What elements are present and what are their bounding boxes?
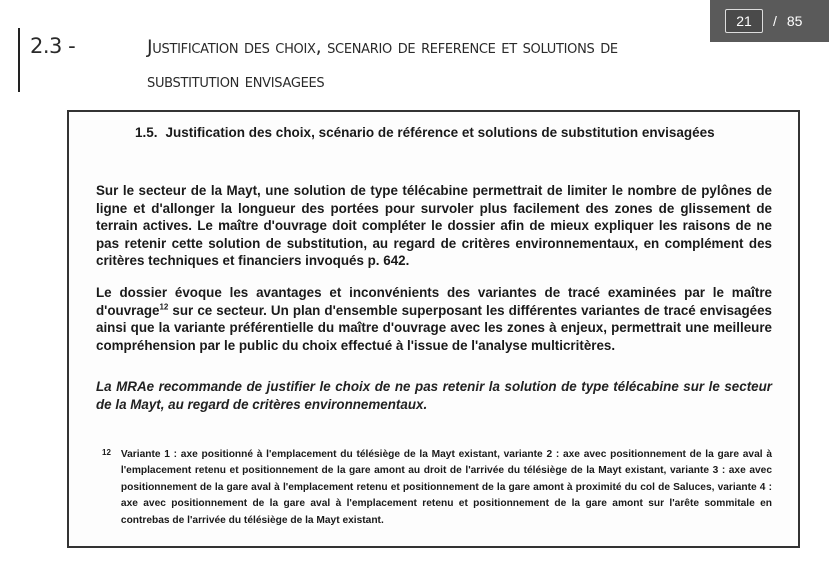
excerpt-heading-text: Justification des choix, scénario de référence et solutions de substitution envisagées xyxy=(165,125,715,140)
total-pages: 85 xyxy=(786,13,803,29)
current-page-field[interactable]: 21 xyxy=(725,9,763,33)
excerpt-heading-number: 1.5. xyxy=(135,125,158,140)
paragraph-variants xyxy=(96,284,772,354)
paragraph-variants-end: sur ce secteur. Un plan d'ensemble superposant les différentes variantes de tracé envisagées ainsi que la variante préférentielle du maître d'ouvrage avec les zones à enjeux, permettrait une meilleure compréhension par le public du choix effectué à l'issue de l'analyse multicritères. xyxy=(96,302,772,353)
page-indicator xyxy=(710,0,829,42)
paragraph-mayt-solution: Sur le secteur de la Mayt, une solution de type télécabine permettrait de limiter le nombre de pylônes de ligne et d'allonger la longueur des portées pour survoler plus facilement des zones de glissement de terrain actives. Le maître d'ouvrage doit compléter le dossier afin de mieux expliquer les raisons de ne pas retenir cette solution de substitution, au regard de critères environnementaux, en complément des critères techniques et financiers invoqués p. 642. xyxy=(96,183,772,269)
page-separator: / xyxy=(773,13,777,29)
scanned-excerpt xyxy=(67,110,800,548)
section-title: Justification des choix, scenario de reference et solutions de substitution envisagees xyxy=(147,36,618,92)
paragraph-variants-start: Le dossier évoque les avantages et inconvénients des variantes de tracé examinées par le maître d'ouvrage xyxy=(96,285,772,318)
left-margin-rule xyxy=(18,28,20,92)
footnote-reference: 12 xyxy=(159,302,169,312)
footnote-text: Variante 1 : axe positionné à l'emplacement du télésiège de la Mayt existant, variante 2 : axe avec positionnement de la gare aval à l'emplacement retenu et positionnement de la gare amont au droit de l'arrivée du télésiège de la Mayt existant, variante 3 : axe avec positionnement de la gare aval à l'emplacement retenu et positionnement de la gare amont à proximité du col de Saluces, variante 4 : axe avec positionnement de la gare aval à l'emplacement retenu et positionnement de la gare amont sur l'arête sommitale en contrebas de l'arrivée du télésiège de la Mayt existant. xyxy=(120,449,772,526)
footnote-mark: 12 xyxy=(102,448,111,457)
mrae-recommendation: La MRAe recommande de justifier le choix de ne pas retenir la solution de type télécabine sur le secteur de la Mayt, au regard de critères environnementaux. xyxy=(96,379,772,412)
footnote xyxy=(102,447,772,529)
section-number: 2.3 - xyxy=(30,34,76,58)
excerpt-heading xyxy=(135,124,771,141)
